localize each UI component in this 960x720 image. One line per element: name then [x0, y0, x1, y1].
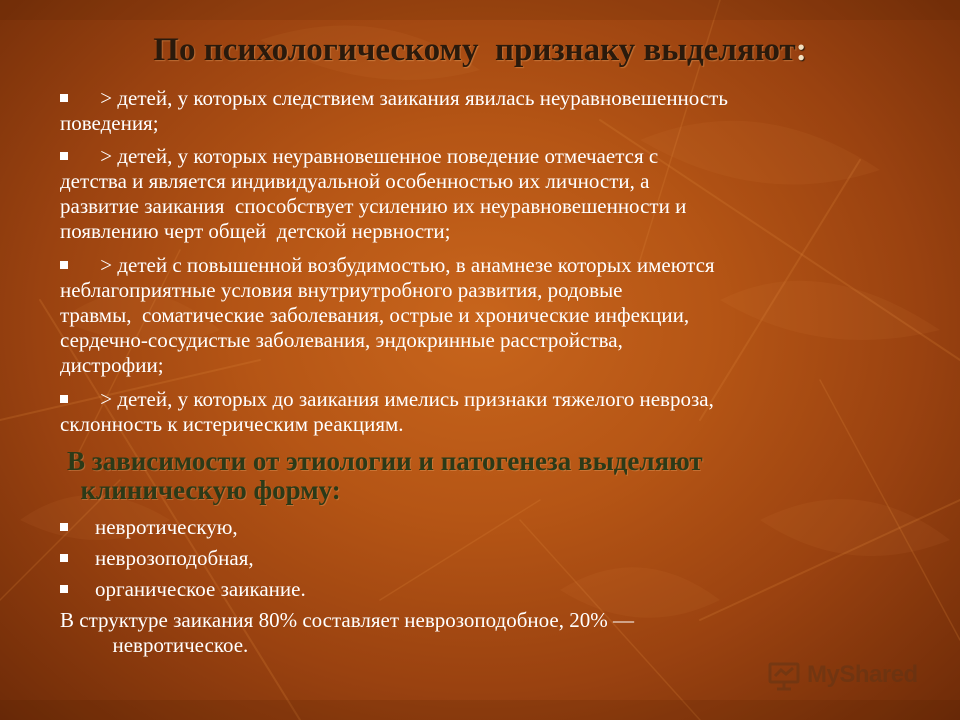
list-item-text: > детей, у которых следствием заикания явилась неуравновешенность поведения;	[60, 86, 728, 135]
clinical-forms-heading: В зависимости от этиологии и патогенеза выделяют клиническую форму:	[67, 446, 703, 505]
square-bullet-icon	[60, 554, 68, 562]
square-bullet-icon	[60, 523, 68, 531]
list-item-text: > детей, у которых неуравновешенное поведение отмечается с детства и является индивидуальной особенностью их личности, а развитие заикания способствует усилению их неуравновешенности и появлению черт общей детской нервности;	[60, 144, 687, 243]
title-colon: :	[795, 32, 807, 68]
square-bullet-icon	[60, 261, 68, 269]
summary-text: В структуре заикания 80% составляет неврозоподобное, 20% — невротическое.	[60, 608, 634, 657]
square-bullet-icon	[60, 585, 68, 593]
list-item-text: > детей с повышенной возбудимостью, в анамнезе которых имеются неблагоприятные условия внутриутробного развития, родовые травмы, соматические заболевания, острые и хронические инфекции, сердечно-сосудистые заболевания, эндокринные расстройства, дистрофии;	[60, 253, 715, 377]
list-item-text: > детей, у которых до заикания имелись признаки тяжелого невроза, склонность к истерическим реакциям.	[60, 387, 714, 436]
watermark-text: MyShared	[807, 661, 918, 688]
clinical-form-text: неврозоподобная,	[95, 546, 254, 570]
clinical-form-text: невротическую,	[95, 515, 238, 539]
slide-title	[0, 28, 960, 72]
myshared-watermark	[767, 655, 918, 695]
square-bullet-icon	[60, 94, 68, 102]
presentation-board-icon	[767, 658, 801, 692]
square-bullet-icon	[60, 152, 68, 160]
title-text: По психологическому признаку выделяют	[153, 32, 796, 68]
clinical-form-text: органическое заикание.	[95, 577, 306, 601]
square-bullet-icon	[60, 395, 68, 403]
